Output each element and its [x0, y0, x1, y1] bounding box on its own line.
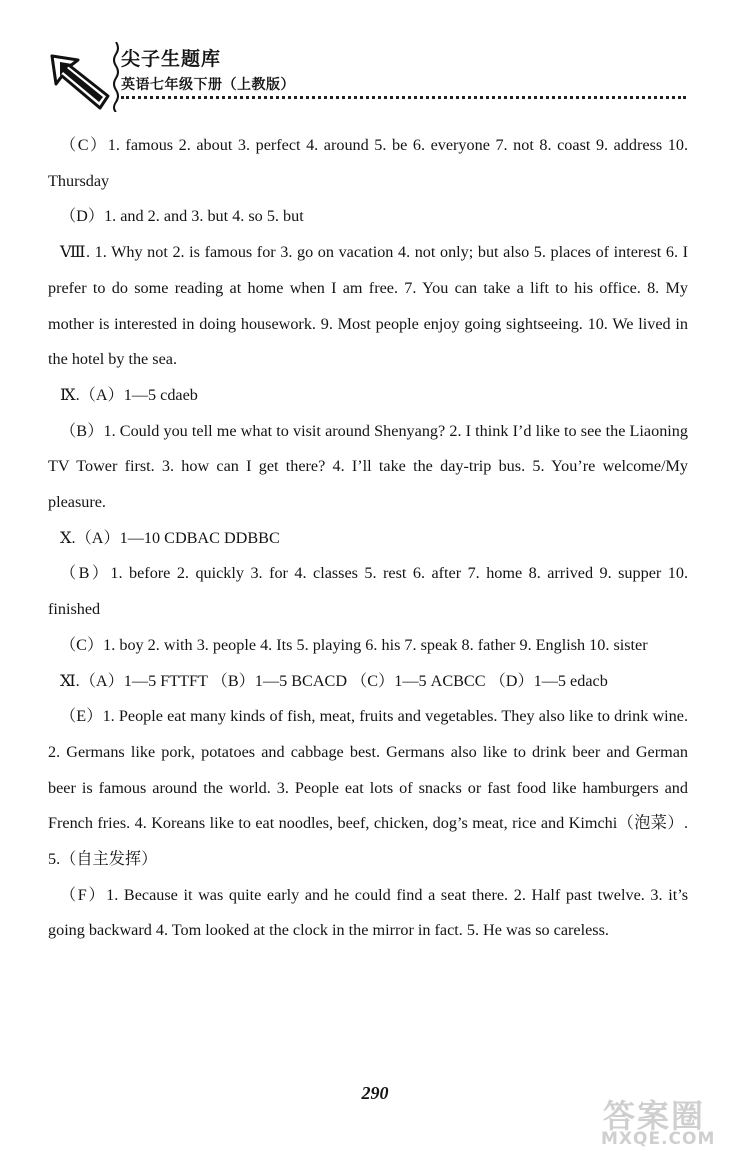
answer-paragraph: Ⅷ. 1. Why not 2. is famous for 3. go on vacation 4. not only; but also 5. places of interest 6. I prefer to do some reading at home when I am free. 7. You can take a lift to his office. 8. My mother is interested in doing housework. 9. Most people enjoy going sightseeing. 10. We lived in the hotel by the sea.: [48, 243, 688, 369]
answer-paragraph: Ⅸ.（A）1—5 cdaeb: [60, 385, 198, 404]
answer-paragraph: （D）1. and 2. and 3. but 4. so 5. but: [60, 207, 304, 226]
answer-paragraph: （B）1. Could you tell me what to visit around Shenyang? 2. I think I’d like to see the Liaoning TV Tower first. 3. how can I get there? 4. I’ll take the day-trip bus. 5. You’re welcome/My pleasure.: [48, 421, 688, 512]
answer-paragraph: （C）1. boy 2. with 3. people 4. Its 5. playing 6. his 7. speak 8. father 9. English 10. sister: [60, 635, 648, 654]
watermark-url: MXQE.COM: [601, 1129, 716, 1149]
watermark: [599, 1091, 744, 1151]
page-header: [40, 38, 690, 118]
answer-paragraph: Ⅹ.（A）1—10 CDBAC DDBBC: [60, 528, 280, 547]
answer-paragraph: （C）1. famous 2. about 3. perfect 4. around 5. be 6. everyone 7. not 8. coast 9. address 10. Thursday: [48, 136, 688, 190]
answer-paragraph: （E）1. People eat many kinds of fish, meat, fruits and vegetables. They also like to drink wine. 2. Germans like pork, potatoes and cabbage best. Germans also like to drink beer and German beer is famous around the world. 3. People eat lots of snacks or fast food like hamburgers and French fries. 4. Koreans like to eat noodles, beef, chicken, dog’s meat, rice and Kimchi（泡菜）. 5.（自主发挥）: [48, 707, 688, 869]
watermark-text: 答案圈: [603, 1097, 706, 1135]
answer-paragraph: （F）1. Because it was quite early and he could find a seat there. 2. Half past twelve. 3. it’s going backward 4. Tom looked at the clock in the mirror in fact. 5. He was so careless.: [48, 885, 688, 940]
wavy-divider-icon: [112, 42, 120, 112]
book-subtitle: 英语七年级下册（上教版）: [121, 77, 295, 93]
answer-paragraph: （B）1. before 2. quickly 3. for 4. classes 5. rest 6. after 7. home 8. arrived 9. supper 10. finished: [48, 564, 688, 619]
book-title: 尖子生题库: [121, 48, 222, 70]
arrow-logo-icon: [48, 52, 112, 112]
answer-content: [48, 128, 688, 949]
header-dotted-rule: [121, 96, 686, 99]
answer-paragraph: Ⅺ.（A）1—5 FTTFT （B）1—5 BCACD （C）1—5 ACBCC （D）1—5 edacb: [60, 671, 608, 690]
page-number: 290: [361, 1083, 389, 1103]
